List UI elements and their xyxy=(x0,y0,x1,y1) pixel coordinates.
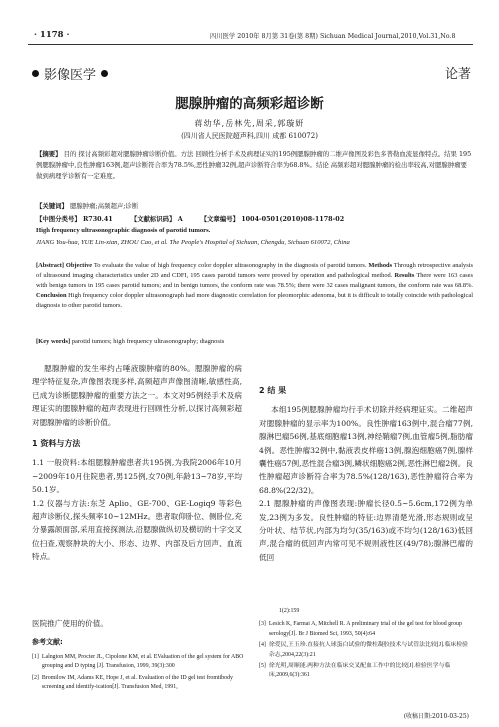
keywords-cn xyxy=(36,201,473,210)
intro-paragraph: 腮腺肿瘤的发生率约占唾液腺肿瘤的80%。腮腺肿瘤的病理学特征复杂,声像图表现多样,高频超声声像图清晰,敏感性高,已成为诊断腮腺肿瘤的重要方法之一。本文对95例经手术及病理证实的腮腺肿瘤的超声表现进行回顾性分析,以探讨高频彩超对腮腺肿瘤的诊断价值。 xyxy=(32,364,242,427)
results-text: There were 163 cases with benign tumors in 195 cases parotid tumors; and in benign tumors, the conform rate was 78.5%; there were 32 cases malignant tumors, the conform rate was 68.8%. xyxy=(36,272,473,289)
body-right-column xyxy=(259,376,473,564)
objective-label: Objective xyxy=(65,262,93,269)
header-divider xyxy=(28,44,473,45)
objective-text: To evaluate the value of high frequency color doppler ultrasonography in the diagnosis of parotid tumors. xyxy=(93,262,367,269)
conclusion-text: High frequency color doppler ultrasonograph had more diagnostic correlation for pleomorphic adenoma, but it is difficult to totally coincide with pathological diagnosis to other parotid tumors. xyxy=(36,292,473,309)
english-keywords-text: parotid tumors; high frequency ultrasonography; diagnosis xyxy=(71,338,225,345)
section-1-heading: 1 资料与方法 xyxy=(32,439,81,449)
english-keywords xyxy=(36,338,473,345)
abstract-cn-text: 目的 探讨高频彩超对腮腺肿瘤诊断价值。方法 回顾性分析手术及病理证实的195例腮腺肿瘤的二维声像图及彩色多普勒血流显像特点。结果 195例腮腺肿瘤中,良性肿瘤163例,超声诊断符合率为78.5%,恶性肿瘤32例,超声诊断符合率为68.8%。结论 高频彩超对腮腺肿瘤的检出率较高,对腮腺肿瘤要做到病理学诊断有一定难度。 xyxy=(36,150,472,180)
classification-line xyxy=(36,214,473,223)
reference-item xyxy=(32,653,244,672)
english-authors: JIANG You-hua, YUE Lin-xian, ZHOU Cao, et al. The People's Hospital of Sichuan, Chengdu, Sichuan 610072, China xyxy=(36,239,350,246)
reference-item xyxy=(259,662,473,681)
clc-code: 【中图分类号】 R730.41 xyxy=(36,215,113,223)
results-label: Results xyxy=(394,272,415,279)
doc-code: 【文献标识码】 A xyxy=(130,215,183,223)
page-number: · 1178 · xyxy=(34,30,70,40)
abstract-cn xyxy=(36,149,473,182)
paragraph-1-2: 1.2 仪器与方法:东芝 Aplio、GE-700、GE-Logiq9 等彩色超声诊断仪,探头频率10~12MHz。患者取仰卧位、侧卧位,充分暴露颌面部,采用直接探测法,沿腮腺做纵切及横切的十字交叉位扫查,观察肿块的大小、形态、边界、内部及后方回声、血流特点。 xyxy=(32,498,242,562)
article-type: 论著 xyxy=(444,67,471,82)
references-title: 参考文献: xyxy=(32,638,63,646)
reference-number: [3] xyxy=(259,621,266,628)
paragraph-2-1: 2.1 腮腺肿瘤的声像图表现:肿瘤长径0.5~5.6cm,172例为单发,23例为多发。良性肿瘤的特征:边界清楚光滑,形态规则或呈分叶状、结节状,内部为均匀(35/163)或不均匀(128/163)低回声,混合瘤的低回声内常可见不规则液性区(49/78);腺淋巴瘤的低回 xyxy=(259,499,473,562)
reference-number: [5] xyxy=(259,663,266,670)
english-keywords-label: [Key words] xyxy=(36,338,71,345)
authors: 蒋幼华,岳林先,周采,郭璇妍 xyxy=(194,119,305,128)
reference-carryover: 1(2):159 xyxy=(279,608,300,614)
keywords-cn-text: 腮腺肿瘤;高频超声;诊断 xyxy=(70,202,139,210)
reference-text: 徐光明,周顺能.两种方法在临床交叉配血工作中的比较[J].检验医学与临床,2009,6(3):361 xyxy=(268,663,451,679)
affiliation: (四川省人民医院超声科,四川 成都 610072) xyxy=(181,132,318,140)
bullet-icon xyxy=(32,70,39,77)
english-abstract-label: [Abstract] xyxy=(36,262,65,269)
reference-number: [4] xyxy=(259,642,266,649)
section-2-heading: 2 结 果 xyxy=(259,386,287,395)
reference-number: [1] xyxy=(32,654,39,660)
reference-number: [2] xyxy=(32,674,39,681)
references-left xyxy=(32,653,244,695)
results-paragraph: 本组195例腮腺肿瘤均行手术切除并经病理证实。二维超声对腮腺肿瘤的显示率为100%。良性肿瘤163例中,混合瘤77例,腺淋巴瘤56例,基底细胞瘤13例,神经鞘瘤7例,血管瘤5例,脂肪瘤4例。恶性肿瘤32例中,黏液表皮样癌13例,腺泡细胞癌7例,腺样囊性癌57例,恶性混合瘤3例,鳞状细胞癌2例,恶性淋巴瘤2例。良性肿瘤超声诊断符合率为78.5%(128/163),恶性肿瘤符合率为68.8%(22/32)。 xyxy=(259,405,473,495)
references-right xyxy=(259,607,473,683)
left-column-tail: 医院推广使用的价值。 xyxy=(32,619,108,628)
reference-text: Bromilow IM, Adams KE, Hope J, et al. Evaluation of the ID gel test fromtibody screening and identify-ication[J]. Transfusion Med, 1991, xyxy=(41,674,233,691)
reference-item xyxy=(32,674,244,693)
received-date: (收稿日期:2010-03-25) xyxy=(403,713,469,720)
reference-item xyxy=(259,641,473,660)
article-id: 【文章编号】 1004-0501(2010)08-1178-02 xyxy=(200,215,345,223)
body-left-column xyxy=(32,362,242,564)
reference-text: Lalngton MM, Procter JL, Cipolone KM, et al. EValuation of the gel system for ABO grouping and D typing [J]. Transfusion, 1999, 39(3):300 xyxy=(41,654,244,670)
section-tag xyxy=(32,64,108,83)
keywords-cn-label: 【关键词】 xyxy=(36,202,68,210)
reference-text: Lesich K, Farmai A, Mitchell R. A preliminary trial of the gel test for blood group serology[J]. Br J Biomed Sci, 1993, 50(4):64 xyxy=(268,621,462,637)
reference-text: 徐爱民,王玉珍.直接抗人球蛋白试验的微柱凝胶技术与试管法比较[J].临床检验杂志,2004,22(3):21 xyxy=(268,642,469,658)
journal-header: 四川医学 2010年 8月第 31卷(第 8期) Sichuan Medical Journal,2010,Vol.31,No.8 xyxy=(210,33,456,40)
article-title: 腮腺肿瘤的高频彩超诊断 xyxy=(175,96,324,112)
section-tag-label: 影像医学 xyxy=(44,68,97,83)
abstract-cn-label: 【摘要】 xyxy=(36,150,62,158)
reference-item xyxy=(259,620,473,639)
methods-label: Methods xyxy=(368,262,393,269)
paragraph-1-1: 1.1 一般资料:本组腮腺肿瘤患者共195例,为我院2006年10月~2009年10月住院患者,男125例,女70例,年龄13~78岁,平均50.1岁。 xyxy=(32,458,242,495)
english-title: High frequency ultrasonographic diagnosis of parotid tumors. xyxy=(36,227,211,234)
methods-text: Through retrospective analysis of ultrasound imaging characteristics under 2D and CDFI, 195 cases parotid tumors were proved by operation and pathological method. xyxy=(36,262,473,279)
english-abstract xyxy=(36,261,473,311)
conclusion-label: Conclusion xyxy=(36,292,67,299)
bullet-icon xyxy=(101,70,108,77)
